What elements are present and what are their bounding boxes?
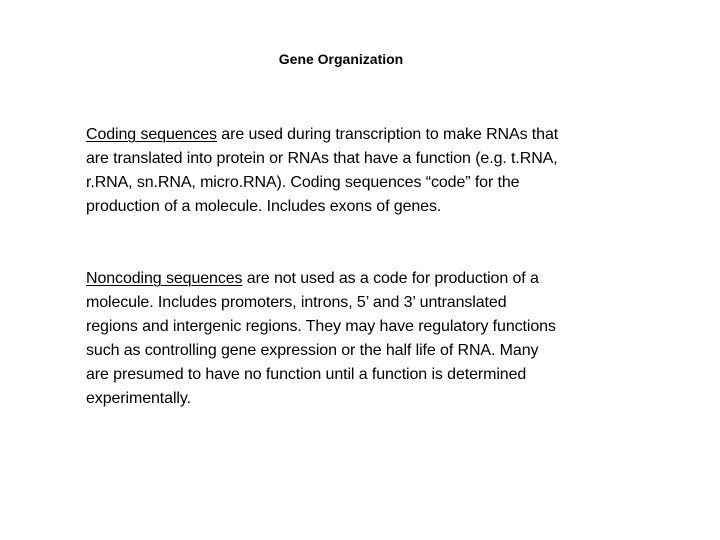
coding-sequences-paragraph (86, 123, 646, 219)
paragraph-text: are used during transcription to make RNAs that (216, 126, 559, 143)
paragraph-line: experimentally. (86, 390, 191, 407)
paragraph-line: molecule. Includes promoters, introns, 5’ and 3’ untranslated (86, 294, 507, 311)
paragraph-line: are translated into protein or RNAs that have a function (e.g. t.RNA, (86, 150, 558, 167)
paragraph-line (86, 267, 646, 291)
noncoding-sequences-paragraph (86, 267, 646, 411)
paragraph-line: r.RNA, sn.RNA, micro.RNA). Coding sequences “code” for the (86, 174, 520, 191)
paragraph-line: such as controlling gene expression or the half life of RNA. Many (86, 342, 539, 359)
paragraph-text: are not used as a code for production of a (242, 270, 539, 287)
paragraph-line (86, 123, 646, 147)
noncoding-sequences-term: Noncoding sequences (86, 270, 243, 287)
paragraph-line: are presumed to have no function until a function is determined (86, 366, 527, 383)
slide-title: Gene Organization (278, 51, 404, 67)
paragraph-line: production of a molecule. Includes exons of genes. (86, 198, 442, 215)
coding-sequences-term: Coding sequences (86, 126, 217, 143)
paragraph-line: regions and intergenic regions. They may have regulatory functions (86, 318, 556, 335)
